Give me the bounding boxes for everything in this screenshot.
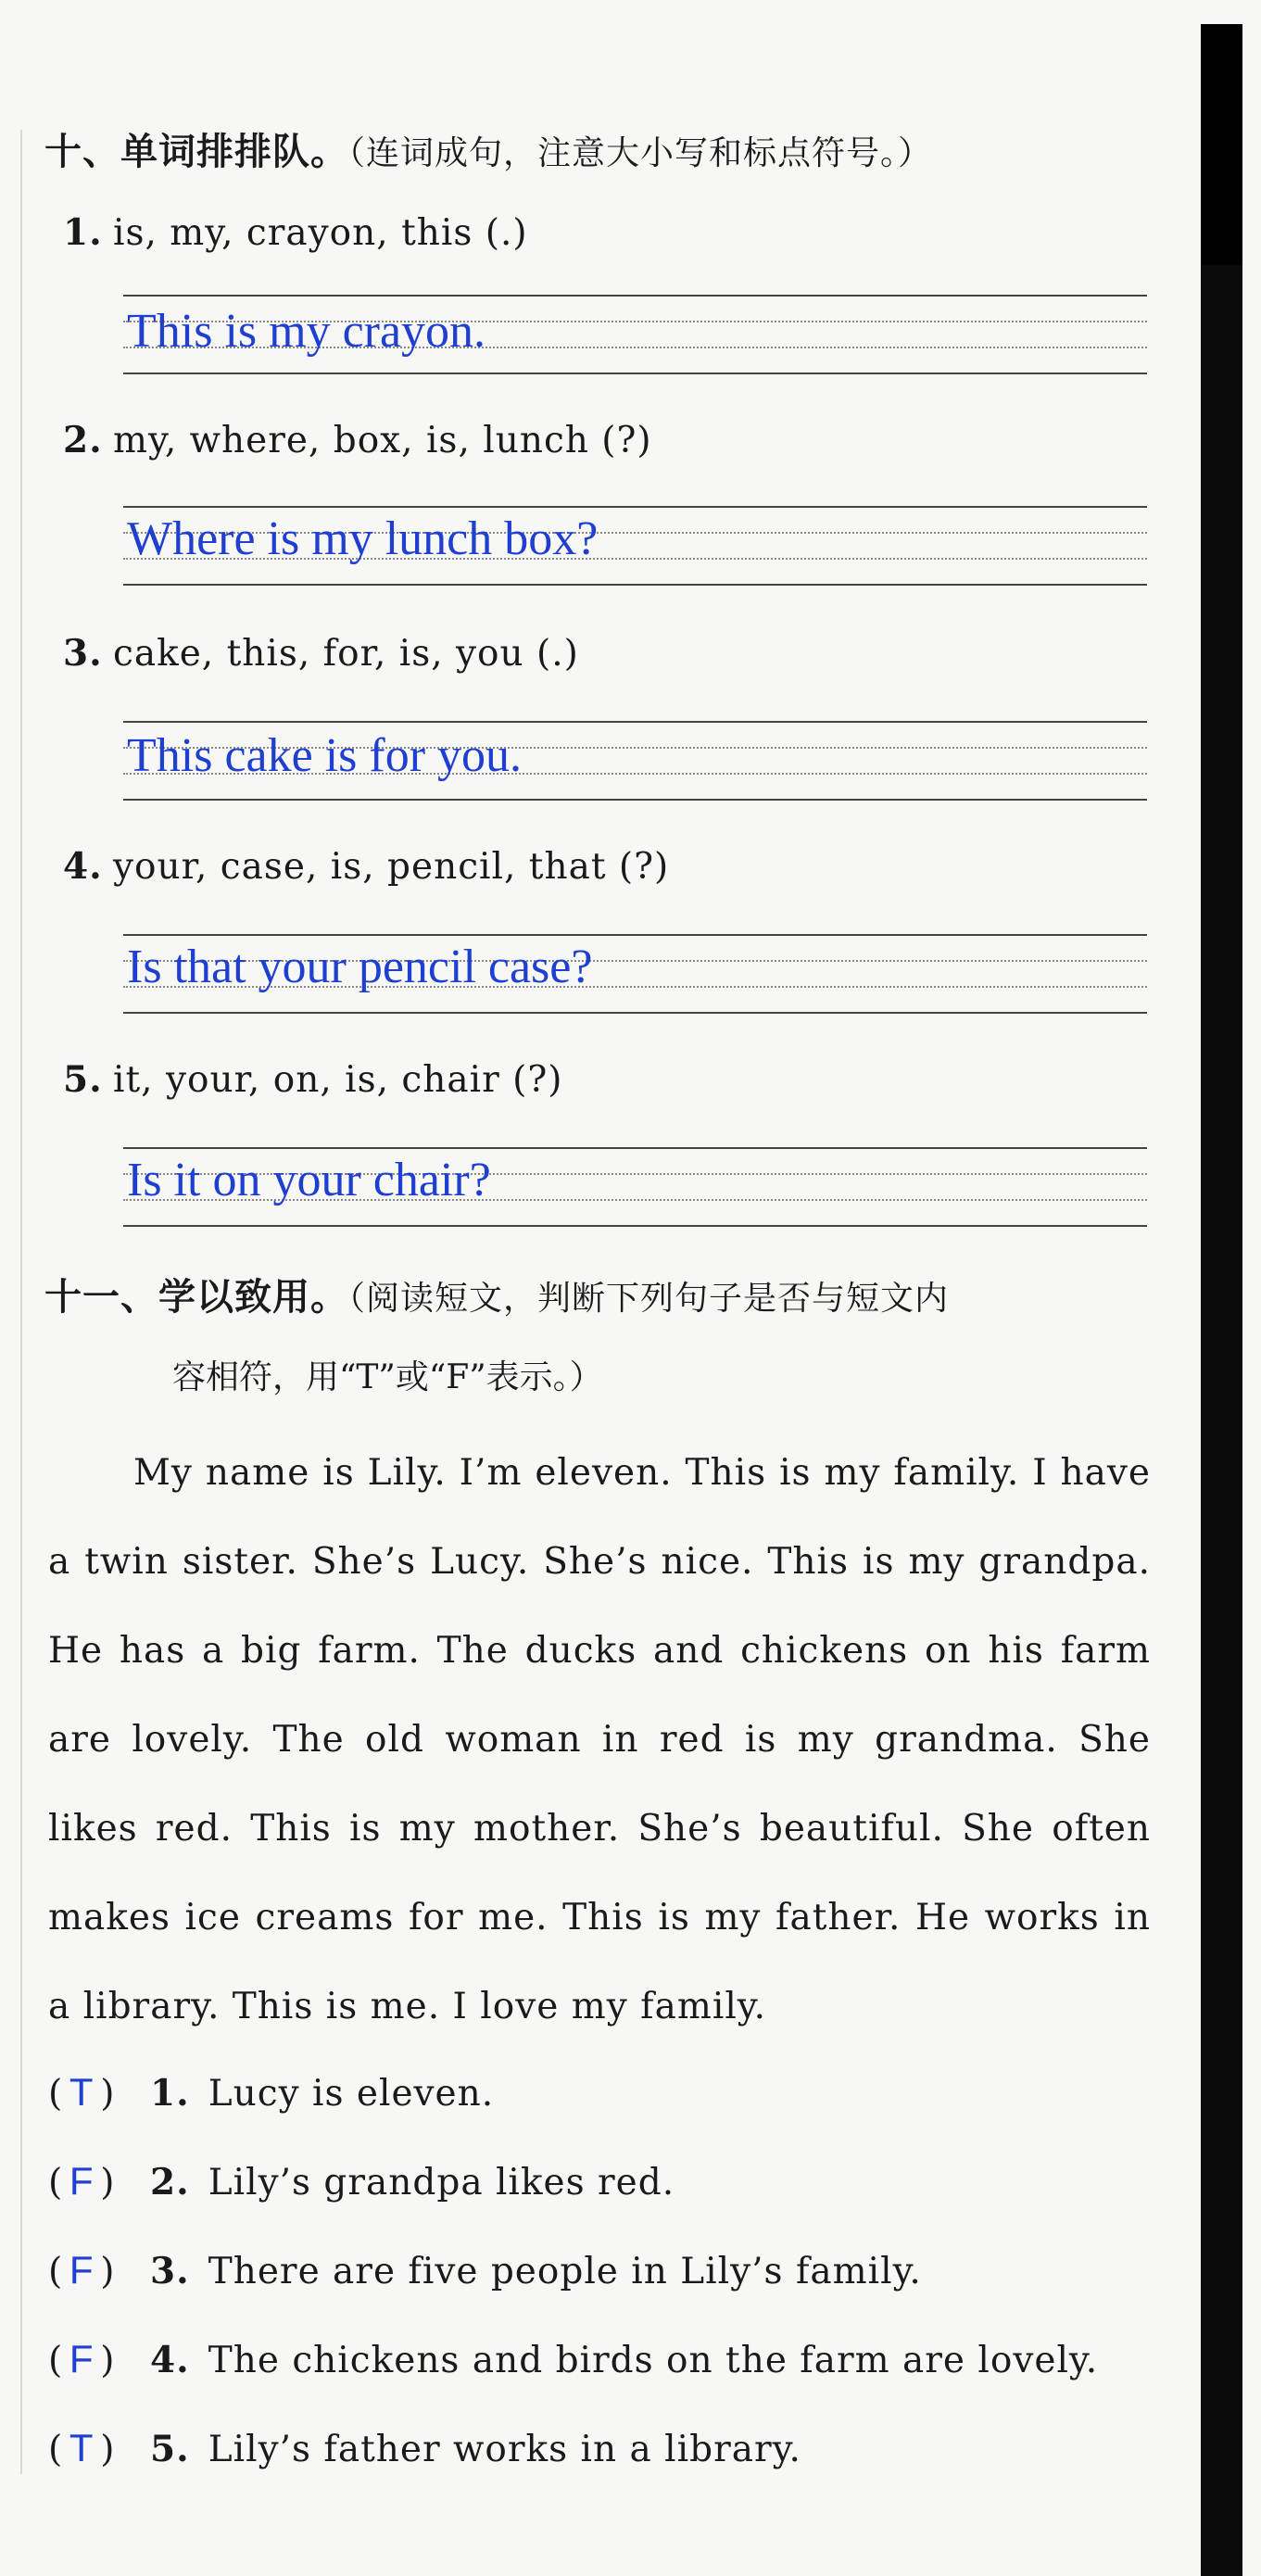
section10-note: （连词成句，注意大小写和标点符号。） — [348, 134, 933, 172]
question-5 — [63, 1058, 562, 1101]
statement-text: Lily’s grandpa likes red. — [208, 2162, 675, 2203]
statement-number: 3. — [150, 2250, 190, 2292]
question-words: your, case, is, pencil, that (?) — [113, 846, 670, 888]
question-words: cake, this, for, is, you (.) — [113, 633, 579, 675]
question-number: 5. — [63, 1058, 103, 1101]
question-number: 1. — [63, 211, 103, 254]
question-words: is, my, crayon, this (.) — [113, 212, 528, 254]
statement-text: There are five people in Lily’s family. — [208, 2251, 922, 2292]
question-4 — [63, 845, 669, 888]
question-words: it, your, on, is, chair (?) — [113, 1059, 563, 1101]
reading-passage: My name is Lily. I’m eleven. This is my family. I have a twin sister. She’s Lucy. She’s nice. This is my grandpa. He has a big farm. The ducks and chickens on his farm are lovely. The old woman in red is my grandma. She likes red. This is my mother. She’s beautiful. She often makes ice creams for me. This is my father. He works in a library. This is me. I love my family. — [48, 1452, 1151, 2027]
statement-text: Lily’s father works in a library. — [208, 2429, 801, 2470]
answer-mark: F — [69, 2337, 95, 2380]
scan-edge-shadow — [1201, 24, 1242, 2576]
question-number: 4. — [63, 845, 103, 888]
statement-2: ( F ) 2. Lily’s grandpa likes red. — [48, 2159, 675, 2203]
scan-edge-shadow-top — [1201, 24, 1242, 265]
section10-heading — [44, 122, 932, 175]
answer-mark: F — [69, 2248, 95, 2292]
answer-1: This is my crayon. — [127, 305, 486, 358]
section10-title: 十、单词排排队。 — [44, 131, 348, 173]
answer-mark: T — [69, 2426, 95, 2469]
question-number: 2. — [63, 419, 103, 461]
answer-5: Is it on your chair? — [127, 1154, 491, 1206]
statement-5: ( T ) 5. Lily’s father works in a library. — [48, 2426, 801, 2470]
answer-mark: T — [69, 2070, 95, 2114]
answer-3: This cake is for you. — [127, 729, 523, 782]
answer-2: Where is my lunch box? — [127, 512, 599, 565]
answer-4: Is that your pencil case? — [127, 941, 593, 993]
statement-1: ( T ) 1. Lucy is eleven. — [48, 2070, 495, 2115]
statement-4: ( F ) 4. The chickens and birds on the farm are lovely. — [48, 2337, 1099, 2381]
question-2 — [63, 419, 652, 461]
statement-number: 4. — [150, 2339, 190, 2381]
section11-note-line2: 容相符，用“T”或“F”表示。） — [172, 1358, 603, 1396]
section11-heading — [44, 1268, 949, 1320]
answer-mark: F — [69, 2159, 95, 2203]
question-words: my, where, box, is, lunch (?) — [113, 420, 652, 461]
question-number: 3. — [63, 632, 103, 675]
statement-text: The chickens and birds on the farm are lovely. — [208, 2340, 1099, 2381]
statement-number: 5. — [150, 2428, 190, 2470]
question-3 — [63, 632, 579, 675]
statement-3: ( F ) 3. There are five people in Lily’s family. — [48, 2248, 922, 2292]
statement-number: 2. — [150, 2161, 190, 2203]
question-1 — [63, 211, 528, 254]
margin-line — [20, 130, 22, 2474]
statement-number: 1. — [150, 2072, 190, 2115]
section11-note-line1: （阅读短文，判断下列句子是否与短文内 — [348, 1280, 950, 1318]
statement-text: Lucy is eleven. — [208, 2073, 495, 2115]
section11-title: 十一、学以致用。 — [44, 1276, 348, 1319]
